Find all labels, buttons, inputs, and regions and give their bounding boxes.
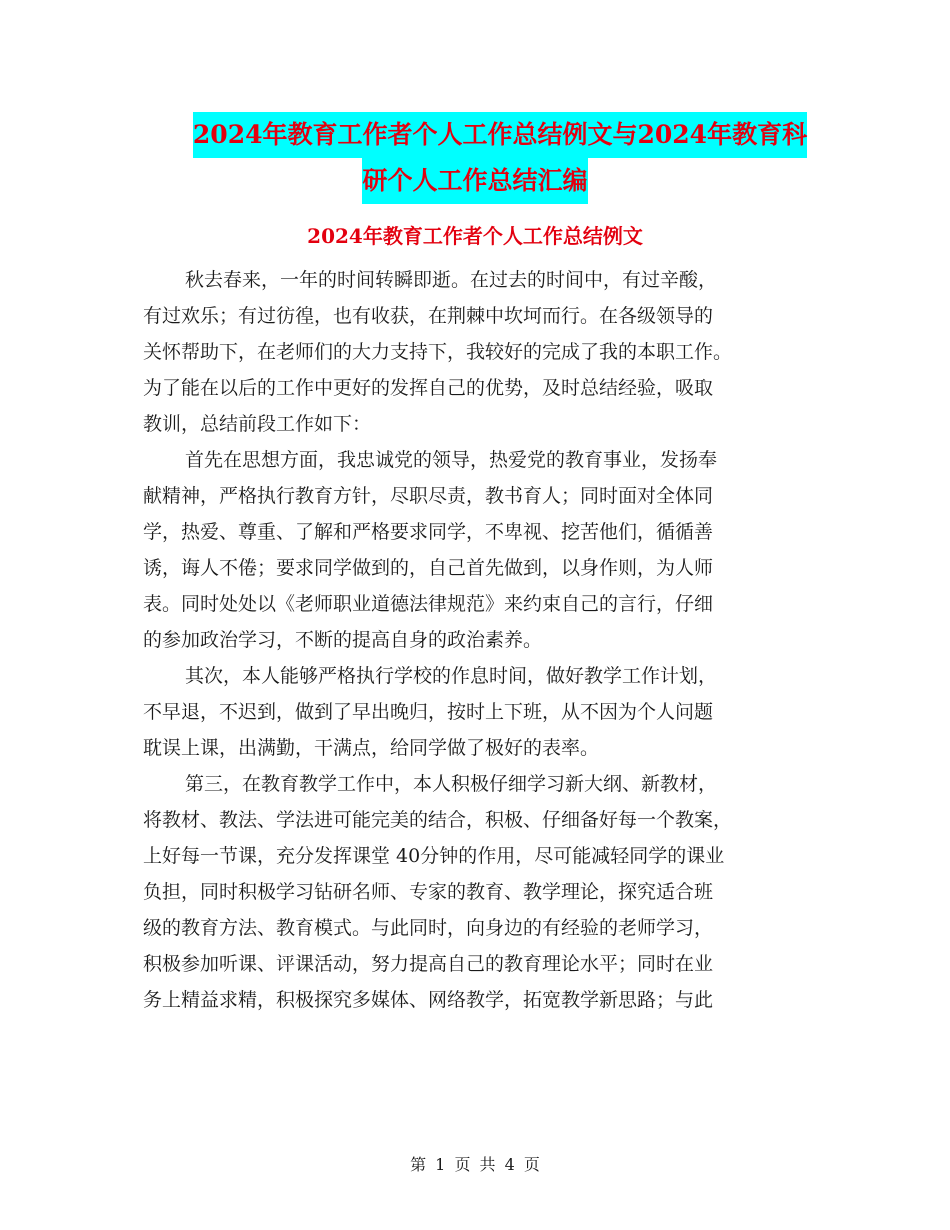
text-line: 的参加政治学习，不断的提高自身的政治素养。 — [143, 629, 543, 651]
paragraph — [143, 658, 813, 766]
text-line: 不早退，不迟到，做到了早出晚归，按时上下班，从不因为个人问题 — [143, 701, 714, 723]
text-line: 积极参加听课、评课活动，努力提高自己的教育理论水平；同时在业 — [143, 953, 714, 975]
text-line: 学，热爱、尊重、了解和严格要求同学，不卑视、挖苦他们，循循善 — [143, 521, 714, 543]
title-line-1: 2024年教育工作者个人工作总结例文与2024年教育科 — [193, 112, 807, 158]
page-footer: 第 1 页 共 4 页 — [410, 1155, 540, 1174]
paragraph — [143, 766, 813, 1018]
text-line: 耽误上课，出满勤，干满点，给同学做了极好的表率。 — [143, 737, 600, 759]
text-line: 诱，诲人不倦；要求同学做到的，自己首先做到，以身作则，为人师 — [143, 557, 714, 579]
text-line: 教训，总结前段工作如下： — [143, 413, 372, 435]
title-line-2: 研个人工作总结汇编 — [362, 158, 587, 204]
text-line: 秋去春来，一年的时间转瞬即逝。在过去的时间中，有过辛酸， — [185, 269, 718, 291]
text-line: 关怀帮助下，在老师们的大力支持下，我较好的完成了我的本职工作。 — [143, 341, 733, 363]
text-line: 献精神，严格执行教育方针，尽职尽责，教书育人；同时面对全体同 — [143, 485, 714, 507]
text-line: 表。同时处处以《老师职业道德法律规范》来约束自己的言行，仔细 — [143, 593, 714, 615]
text-line: 负担，同时积极学习钻研名师、专家的教育、教学理论，探究适合班 — [143, 881, 714, 903]
text-line: 将教材、教法、学法进可能完美的结合，积极、仔细备好每一个教案， — [143, 809, 733, 831]
text-line: 上好每一节课，充分发挥课堂 40分钟的作用，尽可能减轻同学的课业 — [143, 845, 725, 867]
text-line: 为了能在以后的工作中更好的发挥自己的优势，及时总结经验，吸取 — [143, 377, 714, 399]
text-line: 务上精益求精，积极探究多媒体、网络教学，拓宽教学新思路；与此 — [143, 989, 714, 1011]
text-line: 第三，在教育教学工作中，本人积极仔细学习新大纲、新教材， — [185, 773, 718, 795]
paragraph — [143, 442, 813, 658]
paragraph — [143, 262, 813, 442]
text-line: 其次，本人能够严格执行学校的作息时间，做好教学工作计划， — [185, 665, 718, 687]
document-title — [0, 112, 950, 204]
document-body — [143, 262, 813, 1018]
section-title: 2024年教育工作者个人工作总结例文 — [307, 224, 643, 248]
text-line: 有过欢乐；有过彷徨，也有收获，在荆棘中坎坷而行。在各级领导的 — [143, 305, 714, 327]
text-line: 级的教育方法、教育模式。与此同时，向身边的有经验的老师学习， — [143, 917, 714, 939]
text-line: 首先在思想方面，我忠诚党的领导，热爱党的教育事业，发扬奉 — [185, 449, 718, 471]
